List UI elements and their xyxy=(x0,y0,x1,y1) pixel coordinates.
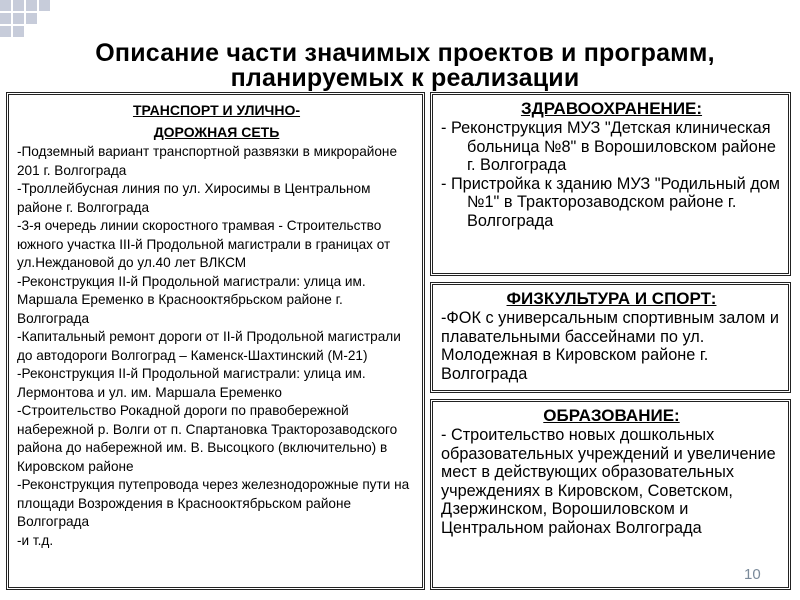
page-number: 10 xyxy=(744,566,761,583)
education-item: - Строительство новых дошкольных образовательных учреждений и увеличение мест в действующих образовательных учреждениях в Кировском, Советском, Дзержинском, Ворошиловском и Центральном районах Волгограда xyxy=(441,426,776,537)
decorative-squares xyxy=(0,0,70,42)
health-item: - Пристройка к зданию МУЗ "Родильный дом №1" в Тракторозаводском районе г. Волгограда xyxy=(441,174,780,230)
education-section xyxy=(430,399,791,590)
health-item: - Реконструкция МУЗ "Детская клиническая больница №8" в Ворошиловском районе г. Волгограда xyxy=(441,119,776,175)
deco-square xyxy=(0,26,11,37)
transport-item: -Троллейбусная линия по ул. Хиросимы в Центральном районе г. Волгограда xyxy=(17,181,371,215)
transport-heading-line1: ТРАНСПОРТ И УЛИЧНО- xyxy=(132,102,301,118)
transport-item: -Капитальный ремонт дороги от II-й Продольной магистрали до автодороги Волгоград – Каменск-Шахтинский (М-21) xyxy=(17,329,401,363)
deco-square xyxy=(13,13,24,24)
slide-title xyxy=(40,41,770,91)
transport-item: -и т.д. xyxy=(17,532,54,548)
transport-heading-line2: ДОРОЖНАЯ СЕТЬ xyxy=(153,124,280,140)
deco-square xyxy=(0,13,11,24)
transport-item: -Строительство Рокадной дороги по правобережной набережной р. Волги от п. Спартановка Тракторозаводского района до набережной им. В. Высоцкого (включительно) в Кировском районе xyxy=(17,403,398,474)
sport-section xyxy=(430,282,791,393)
education-heading: ОБРАЗОВАНИЕ: xyxy=(543,406,680,425)
sport-heading: ФИЗКУЛЬТУРА И СПОРТ: xyxy=(506,289,717,308)
deco-square xyxy=(26,0,37,11)
transport-section xyxy=(6,92,425,590)
slide-title-line2: планируемых к реализации xyxy=(230,64,580,92)
transport-item: -Реконструкция II-й Продольной магистрали: улица им. Маршала Еременко в Краснооктябрьском районе г. Волгограда xyxy=(17,273,366,326)
transport-item: -3-я очередь линии скоростного трамвая - Строительство южного участка III-й Продольной магистрали в границах от ул.Неждановой до ул.40 лет ВЛКСМ xyxy=(17,218,391,270)
transport-item: -Реконструкция путепровода через железнодорожные пути на площади Возрождения в Краснооктябрьском районе Волгограда xyxy=(17,477,410,529)
sport-item: -ФОК с универсальным спортивным залом и плавательными бассейнами по ул. Молодежная в Кировском районе г. Волгограда xyxy=(441,309,779,383)
transport-item: -Подземный вариант транспортной развязки в микрорайоне 201 г. Волгограда xyxy=(17,144,398,178)
health-heading: ЗДРАВООХРАНЕНИЕ: xyxy=(520,99,703,118)
deco-square xyxy=(26,13,37,24)
deco-square xyxy=(39,0,50,11)
transport-heading xyxy=(17,99,416,143)
deco-square xyxy=(13,0,24,11)
slide-title-line1: Описание части значимых проектов и программ, xyxy=(95,39,715,67)
health-section xyxy=(430,92,791,276)
deco-square xyxy=(13,26,24,37)
deco-square xyxy=(0,0,11,11)
transport-item: -Реконструкция II-й Продольной магистрали: улица им. Лермонтова и ул. им. Маршала Еременко xyxy=(17,366,366,400)
